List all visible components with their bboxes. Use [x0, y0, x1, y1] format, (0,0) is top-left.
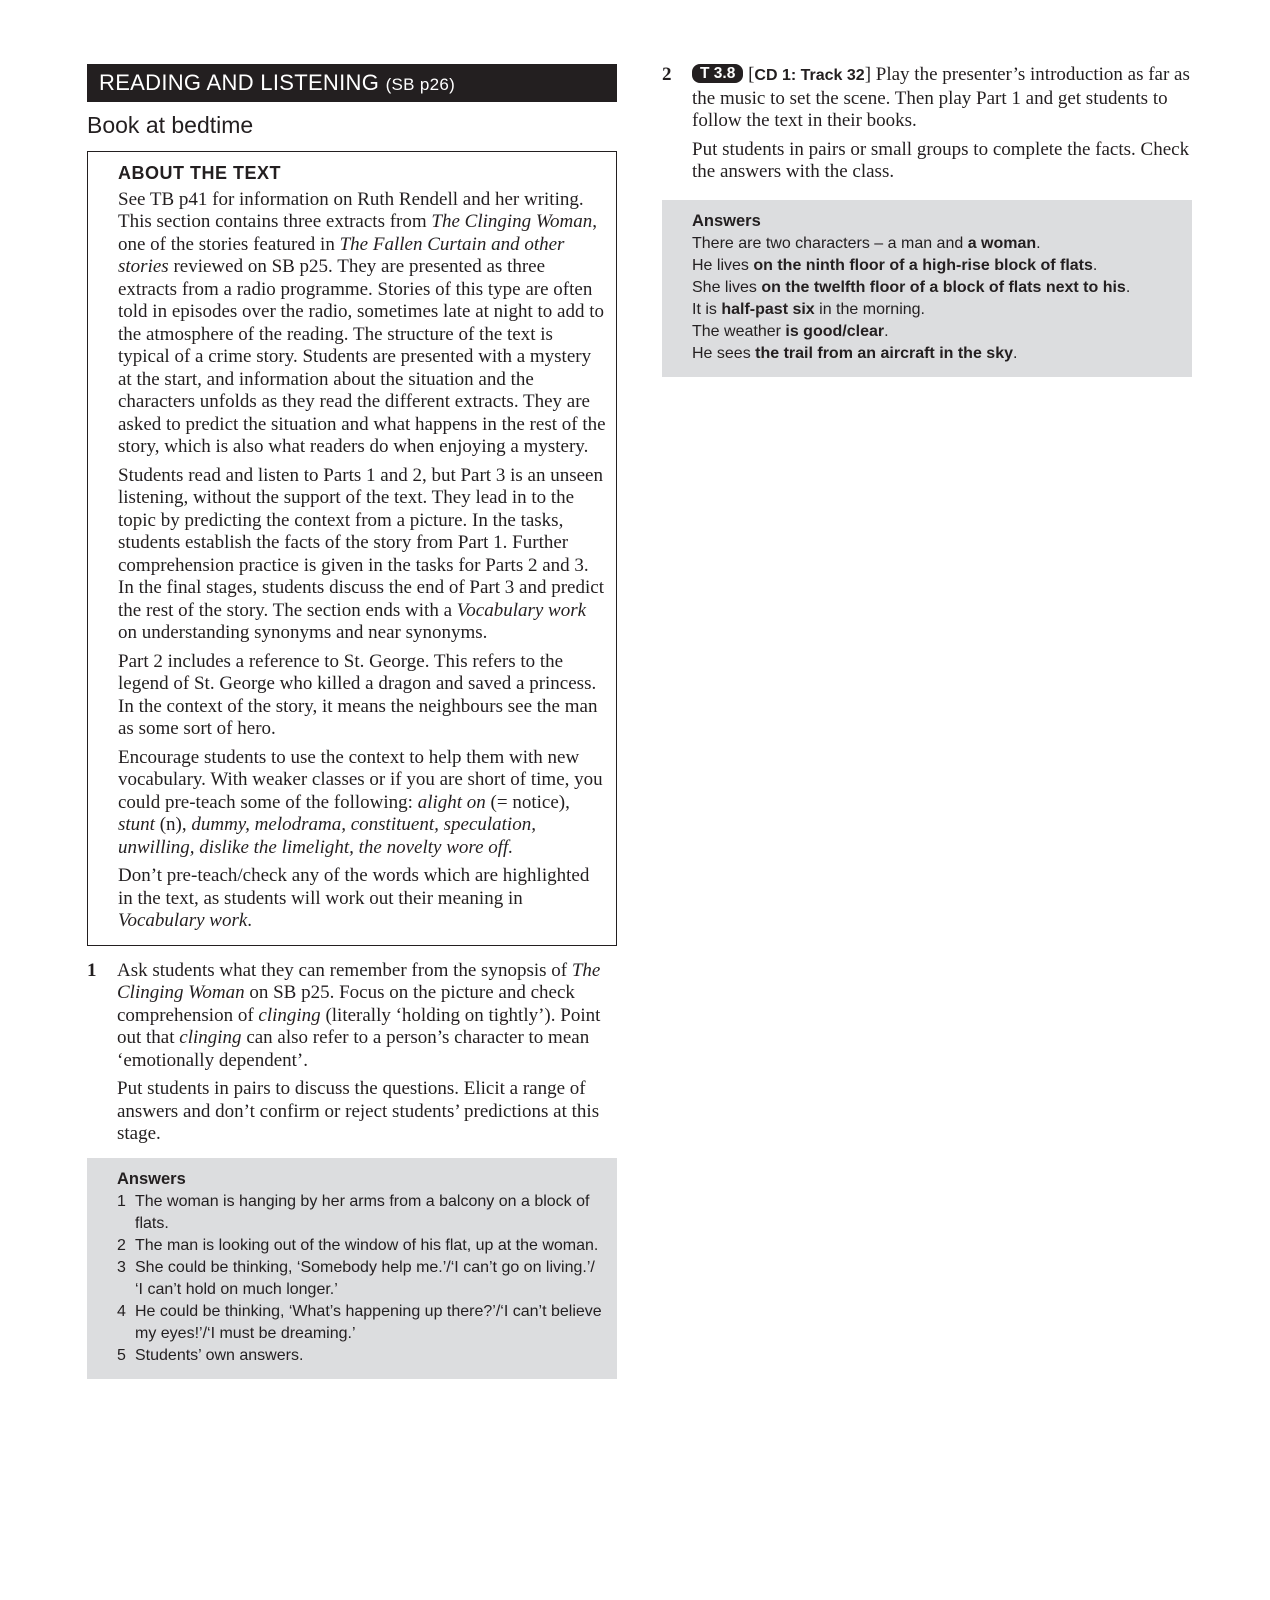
answer-item: He sees the trail from an aircraft in the sky.: [692, 344, 1018, 362]
answer-item: [117, 1345, 603, 1367]
answers-heading: Answers: [117, 1169, 186, 1188]
answer-item: The weather is good/clear.: [692, 322, 889, 340]
answer-text: The woman is hanging by her arms from a balcony on a block of flats.: [135, 1192, 590, 1232]
answer-text: He could be thinking, ‘What’s happening up there?’/‘I can’t believe: [135, 1302, 602, 1320]
answer-text: The man is looking out of the window of his flat, up at the woman.: [135, 1236, 599, 1254]
answers-heading: Answers: [692, 211, 761, 230]
task-1-answers-box: [87, 1158, 617, 1379]
task-2-instruction-2: Put students in pairs or small groups to complete the facts. Check the answers with the class.: [692, 138, 1190, 182]
answer-text: my eyes!’/‘I must be dreaming.’: [135, 1324, 356, 1342]
answer-text: Students’ own answers.: [135, 1346, 304, 1364]
task-2-instruction: T 3.8 [CD 1: Track 32] Play the presenter’s introduction as far as the music to set the scene. Then play Part 1 and get students to follow the text in their books.: [692, 64, 1190, 131]
task-1: [87, 960, 617, 1146]
right-column: [662, 64, 1192, 377]
cd-track-label: CD 1: Track 32: [754, 67, 865, 84]
answer-text: She could be thinking, ‘Somebody help me.’/‘I can’t go on living.’/: [135, 1258, 595, 1276]
answer-number: 3: [117, 1258, 126, 1276]
answer-item: [117, 1191, 603, 1235]
about-paragraph-3: Part 2 includes a reference to St. George. This refers to the legend of St. George who killed a dragon and saved a princess. In the context of the story, it means the neighbours see the man as some sort of hero.: [118, 650, 598, 739]
answers-list: [692, 233, 1178, 365]
answer-item: [117, 1257, 603, 1301]
audio-track-badge: T 3.8: [692, 64, 743, 83]
answer-item: [117, 1301, 603, 1345]
answer-number: 4: [117, 1302, 126, 1320]
answers-list: [117, 1191, 603, 1367]
lesson-subtitle: Book at bedtime: [87, 112, 254, 138]
section-page-ref: (SB p26): [385, 75, 456, 94]
task-2-answers-box: [662, 200, 1192, 377]
answer-item: He lives on the ninth floor of a high-rise block of flats.: [692, 256, 1098, 274]
answer-item: It is half-past six in the morning.: [692, 300, 925, 318]
answer-number: 5: [117, 1346, 126, 1364]
section-title: READING AND LISTENING: [99, 70, 380, 95]
about-the-text-box: [87, 151, 617, 946]
about-paragraph-4: Encourage students to use the context to help them with new vocabulary. With weaker classes or if you are short of time, you could pre-teach some of the following: alight on (= notice), stunt (n), dummy, melodrama, constituent, speculation, unwilling, dislike the limelight, the novelty wore off.: [118, 746, 603, 858]
answer-text: ‘I can’t hold on much longer.’: [135, 1280, 338, 1298]
about-paragraph-1: See TB p41 for information on Ruth Rendell and her writing. This section contains three extracts from The Clinging Woman, one of the stories featured in The Fallen Curtain and other stories reviewed on SB p25. They are presented as three extracts from a radio programme. Stories of this type are often told in episodes over the radio, sometimes late at night to add to the atmosphere of the reading. The structure of the text is typical of a crime story. Students are presented with a mystery at the start, and information about the situation and the characters unfolds as they read the different extracts. They are asked to predict the situation and what happens in the rest of the story, which is also what readers do when enjoying a mystery.: [118, 188, 606, 457]
task-1-instruction: Ask students what they can remember from the synopsis of The Clinging Woman on SB p25. Focus on the picture and check comprehension of clinging (literally ‘holding on tightly’). Point out that clinging can also refer to a person’s character to mean ‘emotionally dependent’.: [117, 959, 601, 1071]
answer-number: 2: [117, 1236, 126, 1254]
answer-item: She lives on the twelfth floor of a block of flats next to his.: [692, 278, 1131, 296]
about-paragraph-5: Don’t pre-teach/check any of the words which are highlighted in the text, as students will work out their meaning in Vocabulary work.: [118, 865, 590, 931]
answer-number: 1: [117, 1192, 126, 1210]
section-header: [87, 64, 617, 102]
about-heading: ABOUT THE TEXT: [118, 163, 281, 183]
task-number: 1: [87, 959, 97, 981]
answer-item: [117, 1235, 603, 1257]
answer-item: There are two characters – a man and a woman.: [692, 234, 1041, 252]
task-1-instruction-2: Put students in pairs to discuss the questions. Elicit a range of answers and don’t confirm or reject students’ predictions at this stage.: [117, 1078, 600, 1144]
about-paragraph-2: Students read and listen to Parts 1 and 2, but Part 3 is an unseen listening, without the support of the text. They lead in to the topic by predicting the context from a picture. In the tasks, students establish the facts of the story from Part 1. Further comprehension practice is given in the tasks for Parts 2 and 3. In the final stages, students discuss the end of Part 3 and predict the rest of the story. The section ends with a Vocabulary work on understanding synonyms and near synonyms.: [118, 464, 604, 643]
left-column: [87, 64, 617, 1379]
task-2: [662, 64, 1192, 184]
task-number: 2: [662, 64, 672, 85]
